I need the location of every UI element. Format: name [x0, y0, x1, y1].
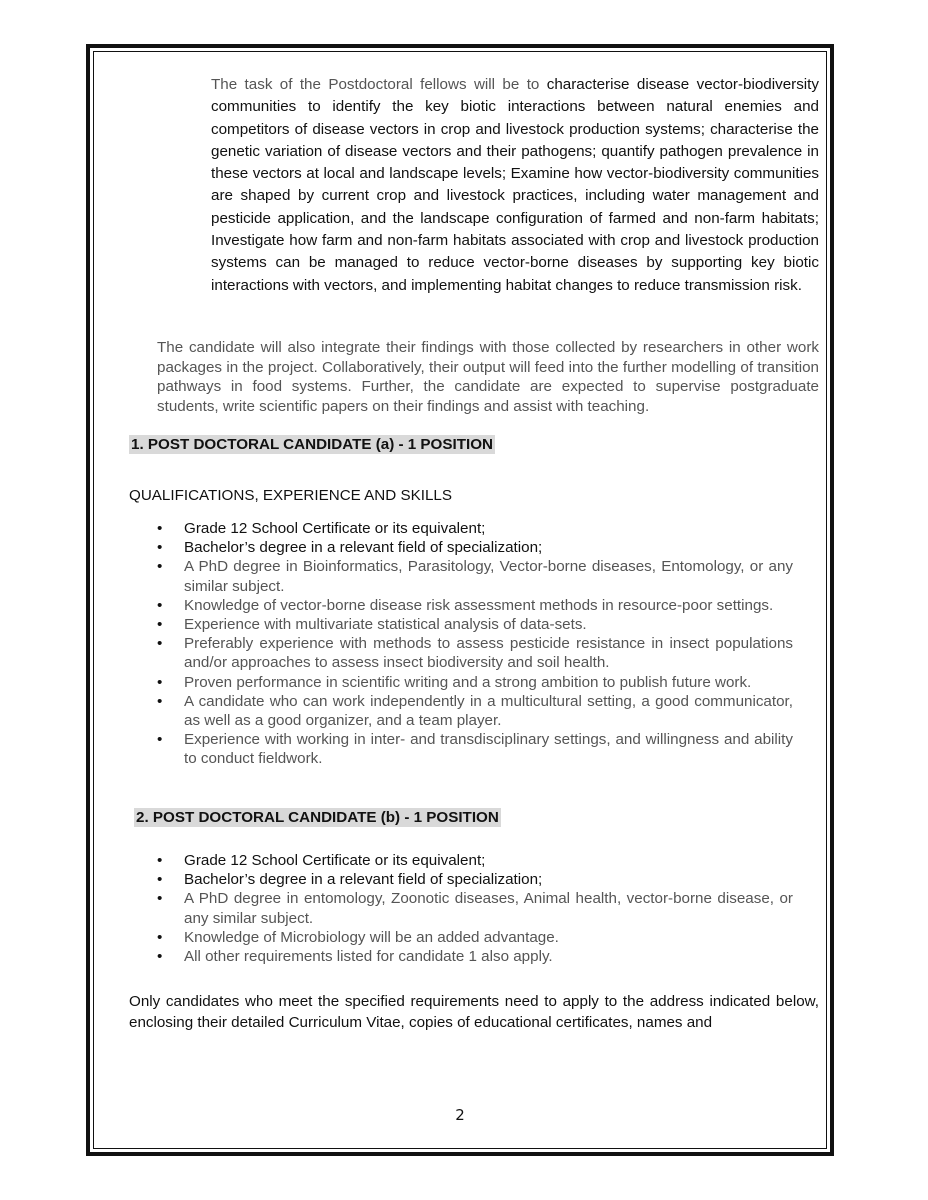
section1-list [157, 519, 793, 769]
list-item: • Experience with working in inter- and transdisciplinary settings, and willingness and ability to conduct fieldwork. [157, 730, 793, 768]
intro-body: characterise disease vector-biodiversity communities to identify the key biotic interactions between natural enemies and competitors of disease vectors in crop and livestock production systems; characterise the genetic variation of disease vectors and their pathogens; quantify pathogen prevalence in these vectors at local and landscape levels; Examine how vector-biodiversity communities are shaped by current crop and livestock practices, including water management and pesticide application, and the landscape configuration of farmed and non-farm habitats; Investigate how farm and non-farm habitats associated with crop and livestock production systems can be managed to reduce vector-borne diseases by supporting key biotic interactions with vectors, and implementing habitat changes to reduce transmission risk. [211, 76, 819, 294]
list-item: • Knowledge of vector-borne disease risk assessment methods in resource-poor settings. [157, 596, 793, 615]
section1-heading: 1. POST DOCTORAL CANDIDATE (a) - 1 POSITION [131, 436, 493, 453]
list-item: • Knowledge of Microbiology will be an added advantage. [157, 928, 793, 947]
list-item: • Grade 12 School Certificate or its equivalent; [157, 519, 793, 538]
section2-heading: 2. POST DOCTORAL CANDIDATE (b) - 1 POSITION [136, 809, 499, 826]
section2-list [157, 851, 793, 966]
page-number: 2 [455, 1106, 465, 1124]
list-item: • Bachelor’s degree in a relevant field of specialization; [157, 538, 793, 557]
list-item: • A candidate who can work independently in a multicultural setting, a good communicator, as well as a good organizer, and a team player. [157, 692, 793, 730]
intro-lead: The task of the Postdoctoral fellows will be to [211, 76, 540, 93]
list-item: • Proven performance in scientific writing and a strong ambition to publish future work. [157, 673, 793, 692]
list-item: • Grade 12 School Certificate or its equivalent; [157, 851, 793, 870]
closing-paragraph: Only candidates who meet the specified requirements need to apply to the address indicated below, enclosing their detailed Curriculum Vitae, copies of educational certificates, names and [129, 993, 819, 1031]
list-item: • Experience with multivariate statistical analysis of data-sets. [157, 615, 793, 634]
intro-paragraph [211, 74, 819, 297]
list-item: • Preferably experience with methods to assess pesticide resistance in insect populations and/or approaches to assess insect biodiversity and soil health. [157, 634, 793, 672]
list-item: • A PhD degree in Bioinformatics, Parasitology, Vector-borne diseases, Entomology, or any similar subject. [157, 557, 793, 595]
candidate-paragraph: The candidate will also integrate their findings with those collected by researchers in other work packages in the project. Collaboratively, their output will feed into the further modelling of transition pathways in food systems. Further, the candidate are expected to supervise postgraduate students, write scientific papers on their findings and assist with teaching. [157, 339, 819, 415]
list-item: • A PhD degree in entomology, Zoonotic diseases, Animal health, vector-borne disease, or any similar subject. [157, 889, 793, 927]
list-item: • Bachelor’s degree in a relevant field of specialization; [157, 870, 793, 889]
list-item: • All other requirements listed for candidate 1 also apply. [157, 947, 793, 966]
qualifications-heading: QUALIFICATIONS, EXPERIENCE AND SKILLS [129, 487, 452, 504]
